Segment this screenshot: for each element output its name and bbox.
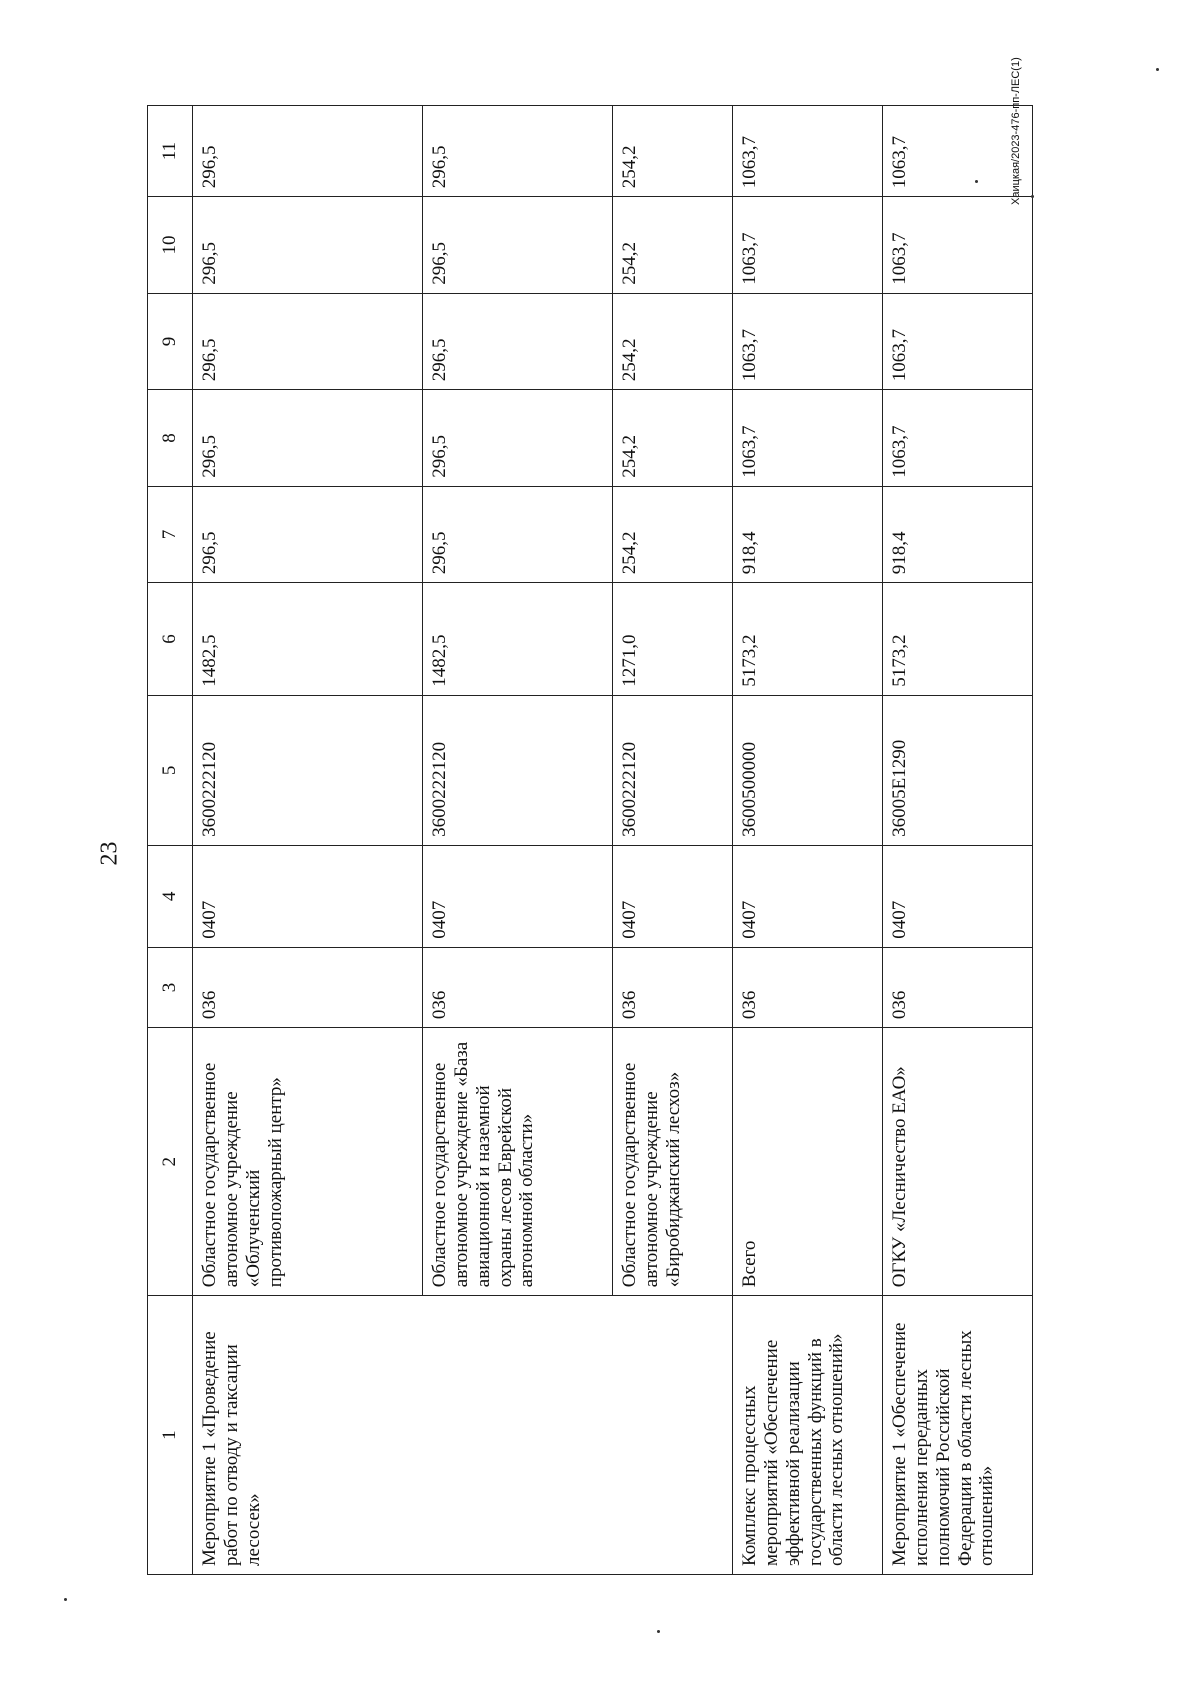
year-value-cell: 296,5 (423, 197, 613, 294)
scan-speck (1156, 68, 1159, 71)
gov-code-cell: 036 (613, 947, 733, 1027)
year-value-cell: 296,5 (193, 197, 423, 294)
table-row (193, 106, 423, 1575)
executor-cell: Областное государственное автономное учреждение «Облученский противопожарный центр» (193, 1028, 423, 1296)
year-value-cell: 254,2 (613, 293, 733, 390)
year-value-cell: 918,4 (733, 486, 883, 583)
header-cell: 8 (148, 390, 193, 487)
target-article-cell: 3600500000 (733, 695, 883, 845)
executor-cell: Всего (733, 1028, 883, 1296)
year-value-cell: 296,5 (193, 486, 423, 583)
gov-code-cell: 036 (423, 947, 613, 1027)
scan-speck (657, 1630, 660, 1633)
year-value-cell: 296,5 (423, 390, 613, 487)
target-article-cell: 3600222120 (423, 695, 613, 845)
executor-cell: Областное государственное автономное учреждение «Биробиджанский лесхоз» (613, 1028, 733, 1296)
table-row (883, 106, 1033, 1575)
year-value-cell: 296,5 (423, 486, 613, 583)
year-value-cell: 254,2 (613, 197, 733, 294)
total-cell: 1482,5 (193, 583, 423, 696)
budget-table (147, 105, 1033, 1575)
header-cell: 5 (148, 695, 193, 845)
year-value-cell: 296,5 (193, 390, 423, 487)
header-cell: 1 (148, 1296, 193, 1575)
header-cell: 7 (148, 486, 193, 583)
year-value-cell: 1063,7 (883, 106, 1033, 197)
executor-cell: ОГКУ «Лесничество ЕАО» (883, 1028, 1033, 1296)
header-cell: 9 (148, 293, 193, 390)
header-cell: 3 (148, 947, 193, 1027)
activity-name-cell: Мероприятие 1 «Проведение работ по отводу и таксации лесосек» (193, 1296, 733, 1575)
activity-name-cell: Мероприятие 1 «Обеспечение исполнения переданных полномочий Российской Федерации в области лесных отношений» (883, 1296, 1033, 1575)
year-value-cell: 1063,7 (883, 197, 1033, 294)
scan-speck (1031, 195, 1034, 198)
year-value-cell: 296,5 (423, 106, 613, 197)
section-code-cell: 0407 (613, 845, 733, 947)
total-cell: 5173,2 (883, 583, 1033, 696)
header-cell: 4 (148, 845, 193, 947)
table-container (147, 105, 1027, 1575)
year-value-cell: 1063,7 (733, 197, 883, 294)
total-cell: 5173,2 (733, 583, 883, 696)
scan-speck (64, 1598, 67, 1601)
year-value-cell: 254,2 (613, 390, 733, 487)
total-cell: 1271,0 (613, 583, 733, 696)
gov-code-cell: 036 (193, 947, 423, 1027)
executor-cell: Областное государственное автономное учреждение «База авиационной и наземной охраны лесов Еврейской автономной области» (423, 1028, 613, 1296)
footer-document-code: Хаицкая/2023-476-пп-ЛЕС(1) (1010, 57, 1022, 205)
year-value-cell: 1063,7 (883, 293, 1033, 390)
header-cell: 6 (148, 583, 193, 696)
target-article-cell: 36005Е1290 (883, 695, 1033, 845)
gov-code-cell: 036 (883, 947, 1033, 1027)
target-article-cell: 3600222120 (193, 695, 423, 845)
year-value-cell: 1063,7 (733, 390, 883, 487)
section-code-cell: 0407 (423, 845, 613, 947)
year-value-cell: 254,2 (613, 486, 733, 583)
section-code-cell: 0407 (733, 845, 883, 947)
header-cell: 11 (148, 106, 193, 197)
year-value-cell: 918,4 (883, 486, 1033, 583)
header-row (148, 106, 193, 1575)
target-article-cell: 3600222120 (613, 695, 733, 845)
header-cell: 10 (148, 197, 193, 294)
year-value-cell: 296,5 (193, 293, 423, 390)
year-value-cell: 296,5 (193, 106, 423, 197)
page-number: 23 (96, 841, 123, 866)
year-value-cell: 296,5 (423, 293, 613, 390)
total-cell: 1482,5 (423, 583, 613, 696)
gov-code-cell: 036 (733, 947, 883, 1027)
scan-speck (975, 180, 978, 183)
year-value-cell: 1063,7 (733, 106, 883, 197)
year-value-cell: 1063,7 (883, 390, 1033, 487)
year-value-cell: 254,2 (613, 106, 733, 197)
section-code-cell: 0407 (193, 845, 423, 947)
section-code-cell: 0407 (883, 845, 1033, 947)
table-row (733, 106, 883, 1575)
header-cell: 2 (148, 1028, 193, 1296)
year-value-cell: 1063,7 (733, 293, 883, 390)
activity-name-cell: Комплекс процессных мероприятий «Обеспечение эффективной реализации государственных функций в области лесных отношений» (733, 1296, 883, 1575)
